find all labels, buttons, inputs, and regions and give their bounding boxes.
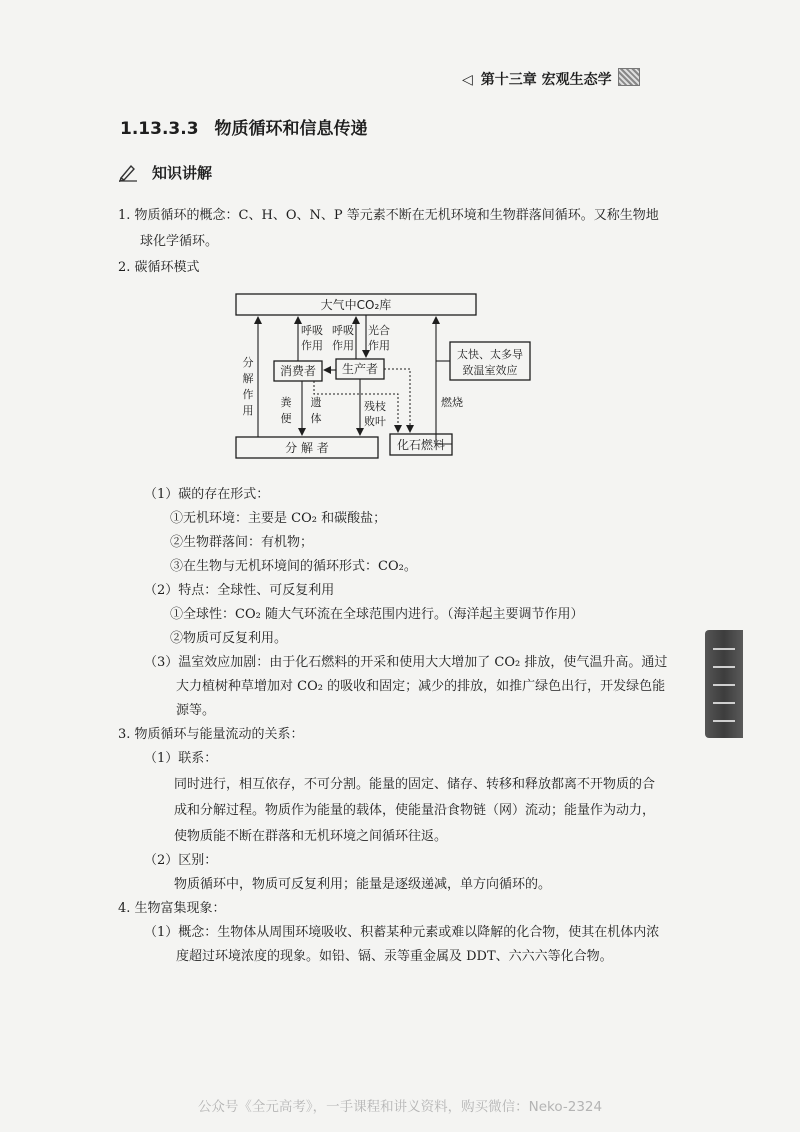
bioaccumulation-line-1: （1）概念：生物体从周围环境吸收、积蓄某种元素或难以降解的化合物，使其在机体内浓 bbox=[144, 925, 660, 940]
remains-char-1: 遗 bbox=[310, 396, 322, 409]
resp1-label-a: 呼吸 bbox=[301, 324, 323, 337]
decomp-char-1: 分 bbox=[242, 356, 254, 369]
bioaccumulation-line-2: 度超过环境浓度的现象。如铅、镉、汞等重金属及 DDT、六六六等化合物。 bbox=[176, 949, 613, 964]
forms-item-1: ①无机环境：主要是 CO₂ 和碳酸盐； bbox=[170, 511, 387, 526]
remains-char-2: 体 bbox=[310, 412, 322, 425]
section-title bbox=[120, 114, 368, 139]
decomp-char-2: 解 bbox=[242, 372, 254, 385]
producer-label: 生产者 bbox=[341, 362, 379, 376]
knowledge-label: 知识讲解 bbox=[152, 164, 213, 182]
resp1-label-b: 作用 bbox=[301, 339, 323, 352]
photo-label-a: 光合 bbox=[368, 324, 390, 337]
pencil-icon bbox=[118, 162, 138, 182]
section-number: 1.13.3.3 bbox=[120, 119, 199, 139]
knowledge-heading bbox=[118, 162, 212, 183]
forms-heading: （1）碳的存在形式： bbox=[144, 487, 270, 502]
litter-label-b: 败叶 bbox=[364, 415, 386, 428]
point-1-line-2: 球化学循环。 bbox=[140, 234, 219, 249]
chapter-badge-icon bbox=[618, 68, 640, 86]
forms-item-2: ②生物群落间：有机物； bbox=[170, 535, 314, 550]
feces-char-2: 便 bbox=[280, 412, 292, 425]
point-3-heading: 3. 物质循环与能量流动的关系： bbox=[118, 727, 304, 742]
running-header bbox=[462, 68, 640, 89]
resp2-label-b: 作用 bbox=[332, 339, 354, 352]
connection-line-1: 同时进行，相互依存，不可分割。能量的固定、储存、转移和释放都离不开物质的合 bbox=[174, 777, 656, 792]
producer-fossil-dotted-arrow bbox=[384, 369, 410, 432]
fossil-fuel-label: 化石燃料 bbox=[396, 438, 446, 452]
burning-label: 燃烧 bbox=[441, 396, 463, 409]
footer-watermark: 公众号《全元高考》，一手课程和讲义资料，购买微信：Neko-2324 bbox=[197, 1099, 603, 1115]
connection-heading: （1）联系： bbox=[144, 751, 218, 766]
features-item-2: ②物质可反复利用。 bbox=[170, 631, 288, 646]
greenhouse-line-1: （3）温室效应加剧：由于化石燃料的开采和使用大大增加了 CO₂ 排放，使气温升高。通过 bbox=[144, 655, 668, 670]
resp2-label-a: 呼吸 bbox=[332, 324, 354, 337]
section-name: 物质循环和信息传递 bbox=[214, 119, 368, 139]
connection-line-3: 使物质能不断在群落和无机环境之间循环往返。 bbox=[174, 829, 448, 844]
forms-item-3: ③在生物与无机环境间的循环形式：CO₂。 bbox=[170, 559, 417, 574]
atmosphere-label: 大气中CO₂库 bbox=[320, 298, 392, 312]
point-4-heading: 4. 生物富集现象： bbox=[118, 901, 226, 916]
difference-heading: （2）区别： bbox=[144, 853, 218, 868]
greenhouse-line-2: 致温室效应 bbox=[462, 364, 518, 377]
consumer-label: 消费者 bbox=[279, 364, 317, 378]
point-1-line-1: 1. 物质循环的概念：C、H、O、N、P 等元素不断在无机环境和生物群落间循环。又称生物地 bbox=[118, 208, 659, 223]
feces-char-1: 粪 bbox=[280, 396, 292, 409]
decomp-char-3: 作 bbox=[242, 388, 254, 401]
features-item-1: ①全球性：CO₂ 随大气环流在全球范围内进行。（海洋起主要调节作用） bbox=[170, 607, 584, 622]
connection-line-2: 成和分解过程。物质作为能量的载体，使能量沿食物链（网）流动；能量作为动力， bbox=[174, 803, 656, 818]
greenhouse-line-2: 大力植树种草增加对 CO₂ 的吸收和固定；减少的排放，如推广绿色出行，开发绿色能 bbox=[176, 679, 666, 694]
carbon-cycle-diagram bbox=[230, 290, 560, 465]
chapter-thumb-tab bbox=[705, 630, 743, 738]
decomp-char-4: 用 bbox=[242, 404, 254, 417]
point-2-heading: 2. 碳循环模式 bbox=[118, 260, 200, 275]
litter-label-a: 残枝 bbox=[364, 400, 386, 413]
chapter-title: 第十三章 宏观生态学 bbox=[480, 72, 612, 88]
difference-line-1: 物质循环中，物质可反复利用；能量是逐级递减，单方向循环的。 bbox=[174, 877, 552, 892]
greenhouse-line-1: 太快、太多导 bbox=[457, 348, 523, 361]
greenhouse-line-3: 源等。 bbox=[176, 703, 216, 718]
features-heading: （2）特点：全球性、可反复利用 bbox=[144, 583, 335, 598]
photo-label-b: 作用 bbox=[368, 339, 390, 352]
decomposer-label: 分 解 者 bbox=[285, 441, 329, 455]
triangle-left-icon: ◁ bbox=[462, 72, 473, 88]
